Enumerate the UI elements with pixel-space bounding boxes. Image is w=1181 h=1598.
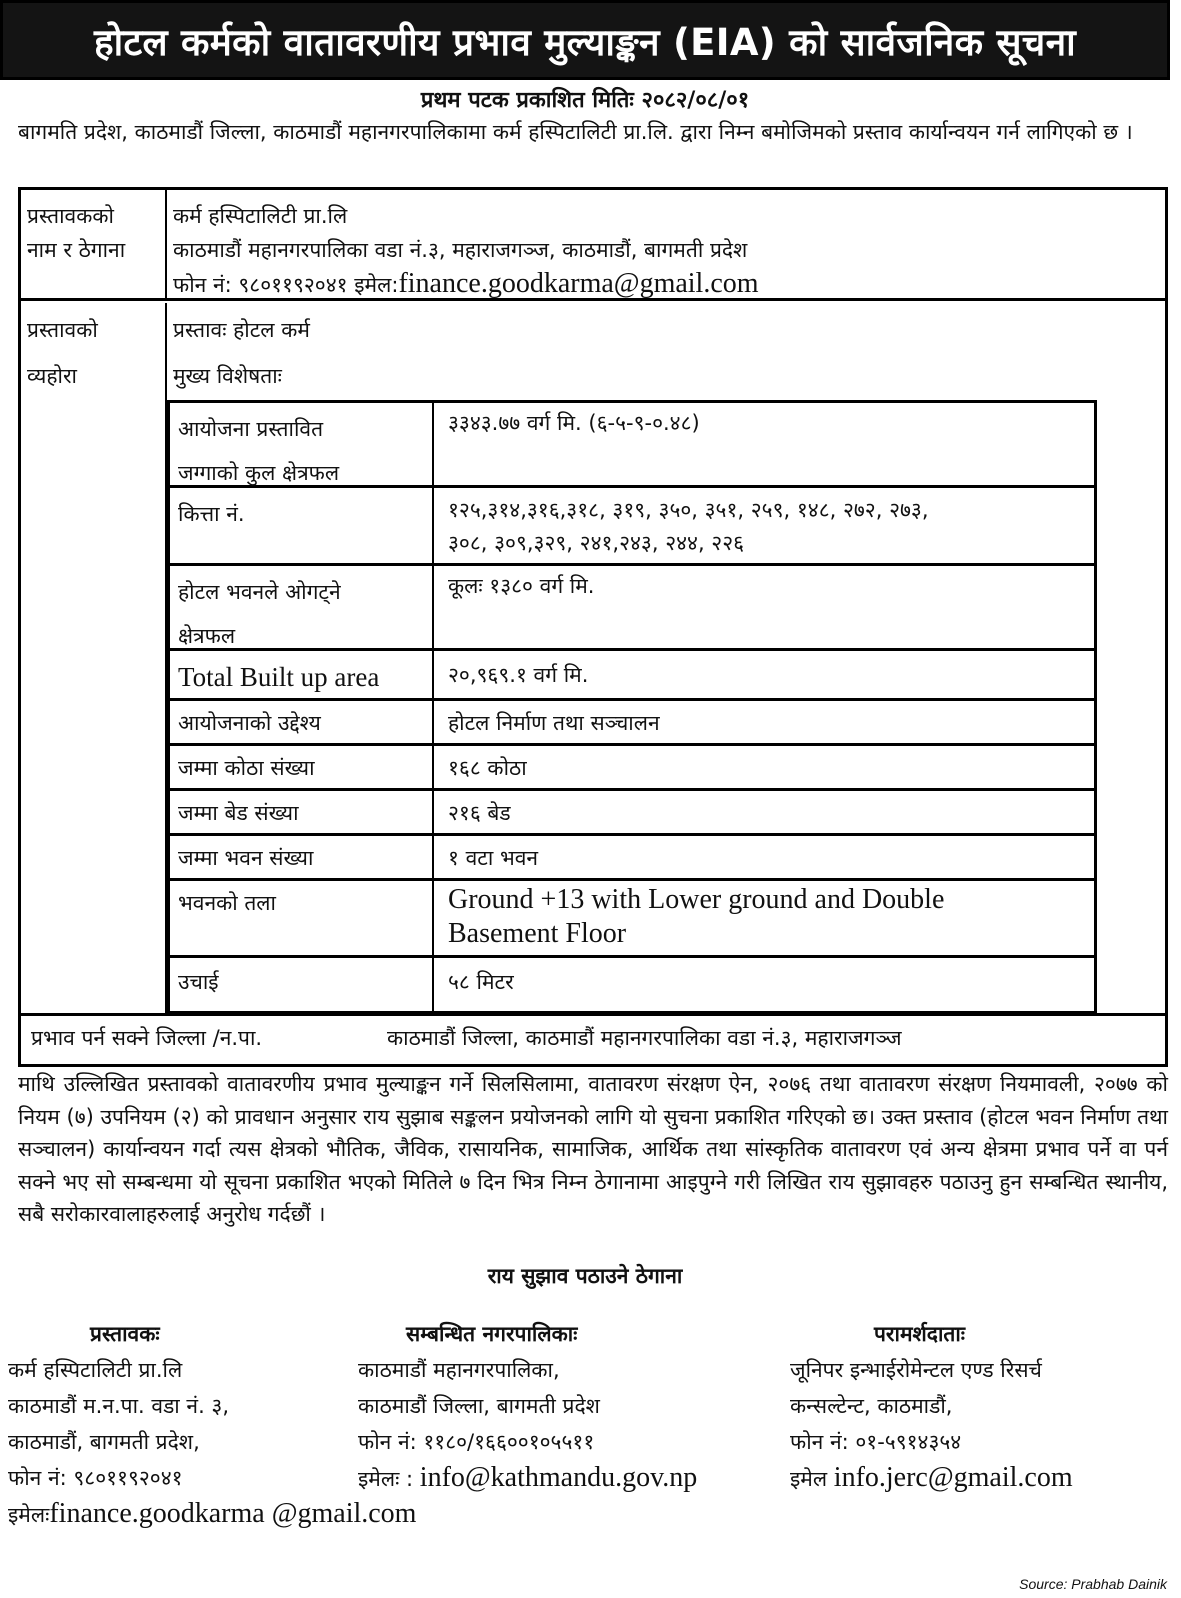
proponent-label-2: नाम र ठेगाना <box>27 238 126 262</box>
feature-row <box>170 701 1094 746</box>
feature-value: १ वटा भवन <box>448 846 539 870</box>
feature-value: कूलः १३८० वर्ग मि. <box>448 574 595 598</box>
feature-value: होटल निर्माण तथा सञ्चालन <box>448 711 660 735</box>
proponent-name: कर्म हस्पिटालिटी प्रा.लि <box>173 204 348 228</box>
feature-row <box>170 746 1094 791</box>
consultant-email: info.jerc@gmail.com <box>833 1462 1073 1493</box>
feature-row <box>170 958 1094 1014</box>
proponent-contact-email: finance.goodkarma @gmail.com <box>49 1498 417 1529</box>
feature-value: १६८ कोठा <box>448 756 527 780</box>
feature-label: Total Built up area <box>178 662 380 692</box>
feature-row <box>170 488 1094 566</box>
published-date: प्रथम पटक प्रकाशित मितिः २०८२/०८/०१ <box>420 88 750 113</box>
municipality-contact-block: सम्बन्धित नगरपालिकाः काठमाडौं महानगरपालिका, काठमाडौं जिल्ला, बागमती प्रदेश फोन नं: ११८०/१६६००१०५५११ इमेलः : info@kathmandu.gov.np <box>358 1316 697 1497</box>
feature-label: भवनको तला <box>178 891 276 915</box>
affected-area-value: काठमाडौं जिल्ला, काठमाडौं महानगरपालिका वडा नं.३, महाराजगञ्ज <box>387 1026 902 1050</box>
affected-area-label: प्रभाव पर्न सक्ने जिल्ला /न.पा. <box>31 1026 263 1050</box>
feature-value: ५८ मिटर <box>448 970 514 994</box>
feature-value: २०,९६९.१ वर्ग मि. <box>448 663 589 687</box>
feature-row <box>170 566 1094 651</box>
proposal-label-1: प्रस्तावको <box>27 318 98 342</box>
consultant-contact-block: परामर्शदाताः जूनिपर इन्भाईरोमेन्टल एण्ड रिसर्च कन्सल्टेन्ट, काठमाडौं, फोन नं: ०१-५९१४३५४ इमेल info.jerc@gmail.com <box>790 1316 1073 1497</box>
feature-value: २१६ बेड <box>448 801 511 825</box>
feature-label: जम्मा भवन संख्या <box>178 846 314 870</box>
municipality-heading: सम्बन्धित नगरपालिकाः <box>406 1322 578 1346</box>
proponent-address: काठमाडौं महानगरपालिका वडा नं.३, महाराजगञ्ज, काठमाडौं, बागमती प्रदेश <box>173 238 748 262</box>
feature-label: होटल भवनले ओगट्ने क्षेत्रफल <box>178 580 341 648</box>
feature-value: ३३४३.७७ वर्ग मि. (६-५-९-०.४८) <box>448 411 700 435</box>
feature-row <box>170 651 1094 701</box>
project-details-table <box>18 187 1168 1067</box>
municipality-email: info@kathmandu.gov.np <box>419 1462 698 1493</box>
proposal-name: प्रस्तावः होटल कर्म <box>173 318 310 342</box>
feature-label: जम्मा बेड संख्या <box>178 801 299 825</box>
address-heading: राय सुझाव पठाउने ठेगाना <box>487 1264 683 1288</box>
notice-title-bar <box>0 0 1170 80</box>
intro-paragraph: बागमति प्रदेश, काठमाडौं जिल्ला, काठमाडौं महानगरपालिकामा कर्म हस्पिटालिटी प्रा.लि. द्वारा निम्न बमोजिमको प्रस्ताव कार्यान्वयन गर्न लागिएको छ । <box>18 120 1133 144</box>
notice-body: माथि उल्लिखित प्रस्तावको वातावरणीय प्रभाव मुल्याङ्कन गर्ने सिलसिलामा, वातावरण संरक्षण ऐन, २०७६ तथा वातावरण संरक्षण नियमावली, २०७७ को नियम (७) उपनियम (२) को प्रावधान अनुसार राय सुझाब सङ्कलन प्रयोजनको लागि यो सुचना प्रकाशित गरिएको छ। उक्त प्रस्ताव (होटल भवन निर्माण तथा सञ्चालन) कार्यान्वयन गर्दा त्यस क्षेत्रको भौतिक, जैविक, रासायनिक, सामाजिक, आर्थिक तथा सांस्कृतिक वातावरण एवं अन्य क्षेत्रमा प्रभाव पर्ने वा पर्न सक्ने भए सो सम्बन्धमा यो सूचना प्रकाशित भएको मितिले ७ दिन भित्र निम्न ठेगानामा आइपुग्ने गरी लिखित राय सुझावहरु पठाउनु हुन सम्बन्धित स्थानीय, सबै सरोकारवालाहरुलाई अनुरोध गर्दछौं । <box>18 1072 1168 1226</box>
proponent-email: finance.goodkarma@gmail.com <box>398 268 759 299</box>
feature-row <box>170 791 1094 836</box>
feature-label: उचाई <box>178 970 219 994</box>
feature-label: आयोजना प्रस्तावित जग्गाको कुल क्षेत्रफल <box>178 417 340 485</box>
source-credit: Source: Prabhab Dainik <box>1019 1576 1167 1592</box>
feature-row <box>170 403 1094 488</box>
proposal-label-2: व्यहोरा <box>27 364 77 388</box>
feature-label: कित्ता नं. <box>178 502 245 526</box>
outer-column-divider <box>165 190 167 300</box>
consultant-heading: परामर्शदाताः <box>874 1322 966 1346</box>
features-table <box>167 400 1097 1014</box>
feature-value: १२५,३१४,३१६,३१८, ३१९, ३५०, ३५१, २५९, १४८, २७२, २७३, ३०८, ३०९,३२९, २४१,२४३, २४४, २२६ <box>448 498 929 555</box>
feature-value: Ground +13 with Lower ground and Double Basement Floor <box>448 884 945 949</box>
proponent-contact-block: प्रस्तावकः कर्म हस्पिटालिटी प्रा.लि काठमाडौं म.न.पा. वडा नं. ३, काठमाडौं, बागमती प्रदेश, फोन नं: ९८०११९२०४१ इमेलःfinance.goodkarma @gmail.com <box>8 1316 416 1533</box>
features-heading: मुख्य विशेषताः <box>173 364 282 388</box>
feature-label: आयोजनाको उद्देश्य <box>178 711 321 735</box>
proponent-heading: प्रस्तावकः <box>90 1322 160 1346</box>
proponent-label-1: प्रस्तावकको <box>27 204 114 228</box>
feature-row <box>170 836 1094 881</box>
notice-title: होटल कर्मको वातावरणीय प्रभाव मुल्याङ्कन (EIA) को सार्वजनिक सूचना <box>93 20 1076 64</box>
proponent-phone: फोन नं: ९८०११९२०४१ इमेल: <box>173 273 399 297</box>
proponent-contact <box>173 268 759 301</box>
feature-row <box>170 881 1094 958</box>
feature-label: जम्मा कोठा संख्या <box>178 756 315 780</box>
